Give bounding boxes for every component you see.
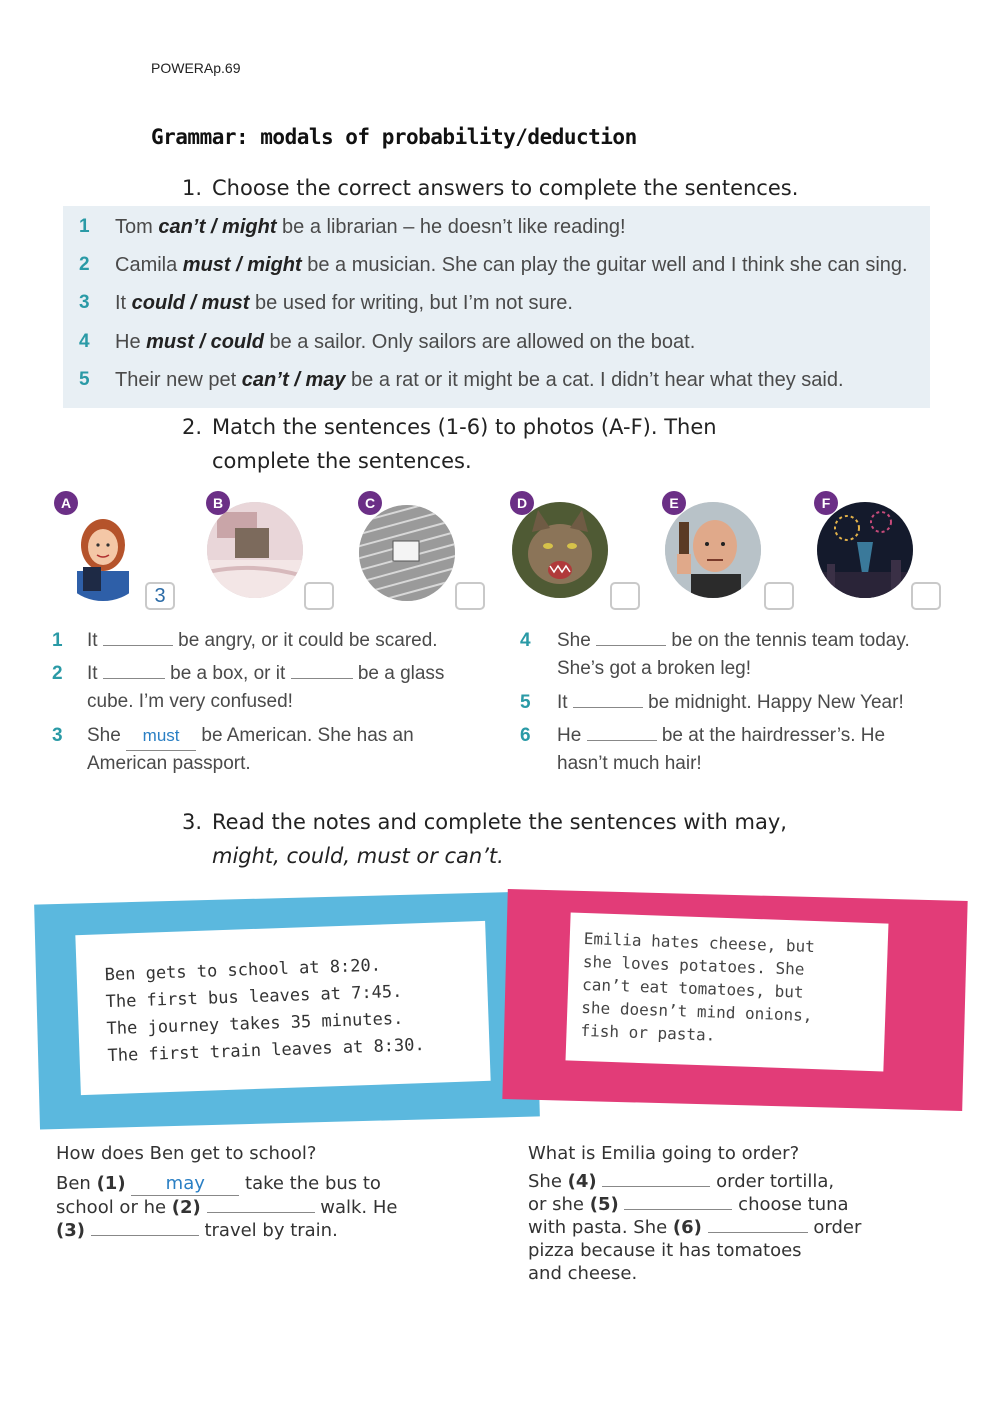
ex2-text: American passport. (87, 753, 251, 774)
ex1-item-number: 4 (79, 331, 90, 352)
ben-text: Ben (56, 1173, 97, 1194)
ex3-instruction-line1: Read the notes and complete the sentences with may, (212, 810, 787, 834)
ex2-text: be a glass (357, 663, 445, 684)
note-ben-line: The first train leaves at 8:30. (107, 1035, 426, 1067)
ex2-text: be a box, or it (170, 663, 286, 684)
ex1-item-post: be used for writing, but I’m not sure. (249, 292, 573, 314)
ex1-item-post: be a sailor. Only sailors are allowed on the boat. (263, 331, 696, 353)
ex2-sentence-3 (52, 722, 482, 778)
emilia-answer-block (528, 1170, 978, 1285)
photo-letter-e: E (662, 491, 686, 515)
photo-answer-box-e[interactable] (764, 582, 794, 610)
note-emilia-line: Emilia hates cheese, but (583, 928, 816, 957)
photo-answer-box-d[interactable] (610, 582, 640, 610)
ex1-option[interactable]: can’t / may (241, 369, 346, 391)
photo-answer-box-b[interactable] (304, 582, 334, 610)
ex1-instruction (182, 171, 882, 205)
ben-answer-block (56, 1172, 506, 1242)
ex2-text: cube. I’m very confused! (87, 691, 293, 712)
ex1-item-pre: Camila (115, 254, 183, 276)
ex2-instruction (182, 410, 882, 478)
ex1-sentence-box (63, 206, 930, 408)
question-ben: How does Ben get to school? (56, 1143, 317, 1164)
photo-letter-f: F (814, 491, 838, 515)
gap-number: (6) (672, 1217, 702, 1238)
ex1-item-number: 1 (79, 216, 90, 237)
ex3-instruction (182, 805, 882, 873)
page-reference: POWERAp.69 (151, 60, 241, 76)
question-emilia: What is Emilia going to order? (528, 1143, 800, 1164)
ex3-number: 3. (182, 810, 203, 834)
ex2-text: It (87, 663, 98, 684)
emilia-text: order (813, 1217, 862, 1238)
photo-answer-box-a[interactable]: 3 (145, 582, 175, 610)
ben-gap-2[interactable] (207, 1196, 315, 1213)
note-emilia-line: can’t eat tomatoes, but (581, 974, 804, 1002)
ex2-text: be at the hairdresser’s. He (661, 725, 886, 746)
ex2-sentence-number: 4 (520, 630, 531, 651)
photo-letter-a: A (54, 491, 78, 515)
ex2-sentence-5 (520, 689, 960, 717)
ben-gap-1[interactable]: may (131, 1172, 239, 1196)
gap-number: (1) (96, 1173, 126, 1194)
emilia-text: and cheese. (528, 1263, 638, 1284)
note-ben-card (75, 921, 490, 1095)
emilia-text: She (528, 1171, 568, 1192)
ex2-sentence-number: 3 (52, 725, 63, 746)
ex2-sentence-number: 1 (52, 630, 63, 651)
emilia-text: or she (528, 1194, 590, 1215)
photo-girl-passport (55, 505, 151, 601)
ex2-sentence-6 (520, 722, 960, 778)
ex2-text: She (557, 630, 591, 651)
note-emilia-line: she doesn’t mind onions, (581, 997, 813, 1025)
answer-blank[interactable] (103, 660, 165, 679)
ex2-text: He (557, 725, 582, 746)
note-ben-line: The journey takes 35 minutes. (106, 1008, 404, 1040)
ex1-item-number: 5 (79, 369, 90, 390)
ex2-sentence-2 (52, 660, 482, 716)
ex2-sentence-number: 6 (520, 725, 531, 746)
ex1-option[interactable]: could / must (131, 292, 250, 314)
ben-text: take the bus to (245, 1173, 381, 1194)
ex2-number: 2. (182, 415, 203, 439)
photo-glass-cube (359, 505, 455, 601)
gap-number: (5) (589, 1194, 619, 1215)
emilia-text: order tortilla, (716, 1171, 835, 1192)
photo-bald-man (665, 502, 761, 598)
gap-number: (3) (56, 1220, 85, 1241)
ben-gap-3[interactable] (91, 1219, 199, 1236)
ex1-item-number: 3 (79, 292, 90, 313)
emilia-text: pizza because it has tomatoes (528, 1240, 802, 1261)
photo-answer-box-f[interactable] (911, 582, 941, 610)
ex2-sentence-1 (52, 627, 482, 655)
ex1-item-pre: It (115, 292, 132, 314)
ex2-instruction-line1: Match the sentences (1-6) to photos (A-F). Then (212, 415, 717, 439)
ex3-instruction-line2: might, could, must or can’t. (212, 844, 504, 868)
note-ben-line: Ben gets to school at 8:20. (104, 955, 382, 986)
ex1-item-post: be a musician. She can play the guitar well and I think she can sing. (301, 254, 908, 276)
ben-text: school or he (56, 1197, 172, 1218)
answer-blank-filled[interactable]: must (126, 722, 196, 751)
photo-answer-box-c[interactable] (455, 582, 485, 610)
emilia-gap-5[interactable] (624, 1193, 732, 1210)
emilia-gap-6[interactable] (708, 1216, 808, 1233)
page-title: Grammar: modals of probability/deduction (151, 125, 637, 149)
gap-number: (2) (171, 1197, 201, 1218)
ex2-text: be on the tennis team today. (671, 630, 910, 651)
ben-text: walk. He (320, 1197, 398, 1218)
note-emilia-card (566, 912, 889, 1071)
ex2-text: It (87, 630, 98, 651)
ex2-sentence-4 (520, 627, 960, 683)
photo-fireworks (817, 502, 913, 598)
ex1-item-post: be a librarian – he doesn’t like reading! (276, 216, 626, 238)
emilia-gap-4[interactable] (602, 1170, 710, 1187)
ex1-item-pre: Their new pet (115, 369, 242, 391)
ex2-instruction-line2: complete the sentences. (212, 449, 472, 473)
photo-angry-cat (512, 502, 608, 598)
ex2-text: She’s got a broken leg! (557, 658, 752, 679)
ex2-text: hasn’t much hair! (557, 753, 702, 774)
answer-blank[interactable] (596, 627, 666, 646)
answer-blank[interactable] (103, 627, 173, 646)
photo-letter-c: C (358, 491, 382, 515)
photo-letter-b: B (206, 491, 230, 515)
note-emilia-line: fish or pasta. (580, 1020, 716, 1045)
emilia-text: choose tuna (738, 1194, 849, 1215)
ex2-sentence-number: 2 (52, 663, 63, 684)
ex1-instruction-text: Choose the correct answers to complete the sentences. (212, 176, 799, 200)
ex1-item-number: 2 (79, 254, 90, 275)
ex2-text: She (87, 725, 121, 746)
ben-text: travel by train. (204, 1220, 338, 1241)
ex1-number: 1. (182, 176, 203, 200)
ex1-option[interactable]: must / might (182, 254, 302, 276)
ex2-text: be midnight. Happy New Year! (648, 692, 904, 713)
gap-number: (4) (567, 1171, 597, 1192)
ex1-option[interactable]: must / could (146, 331, 264, 353)
ex1-item-pre: He (115, 331, 147, 353)
ex2-text: be angry, or it could be scared. (178, 630, 438, 651)
photo-letter-d: D (510, 491, 534, 515)
ex2-sentence-number: 5 (520, 692, 531, 713)
ex2-text: It (557, 692, 568, 713)
ex1-option[interactable]: can’t / might (158, 216, 277, 238)
answer-blank[interactable] (587, 722, 657, 741)
emilia-text: with pasta. She (528, 1217, 673, 1238)
ex2-text: be American. She has an (201, 725, 414, 746)
answer-blank[interactable] (291, 660, 353, 679)
photo-box-on-bed (207, 502, 303, 598)
ex1-item-pre: Tom (115, 216, 159, 238)
note-ben-line: The first bus leaves at 7:45. (105, 981, 403, 1013)
note-emilia-line: she loves potatoes. She (582, 951, 805, 979)
answer-blank[interactable] (573, 689, 643, 708)
ex1-item-post: be a rat or it might be a cat. I didn’t hear what they said. (345, 369, 844, 391)
